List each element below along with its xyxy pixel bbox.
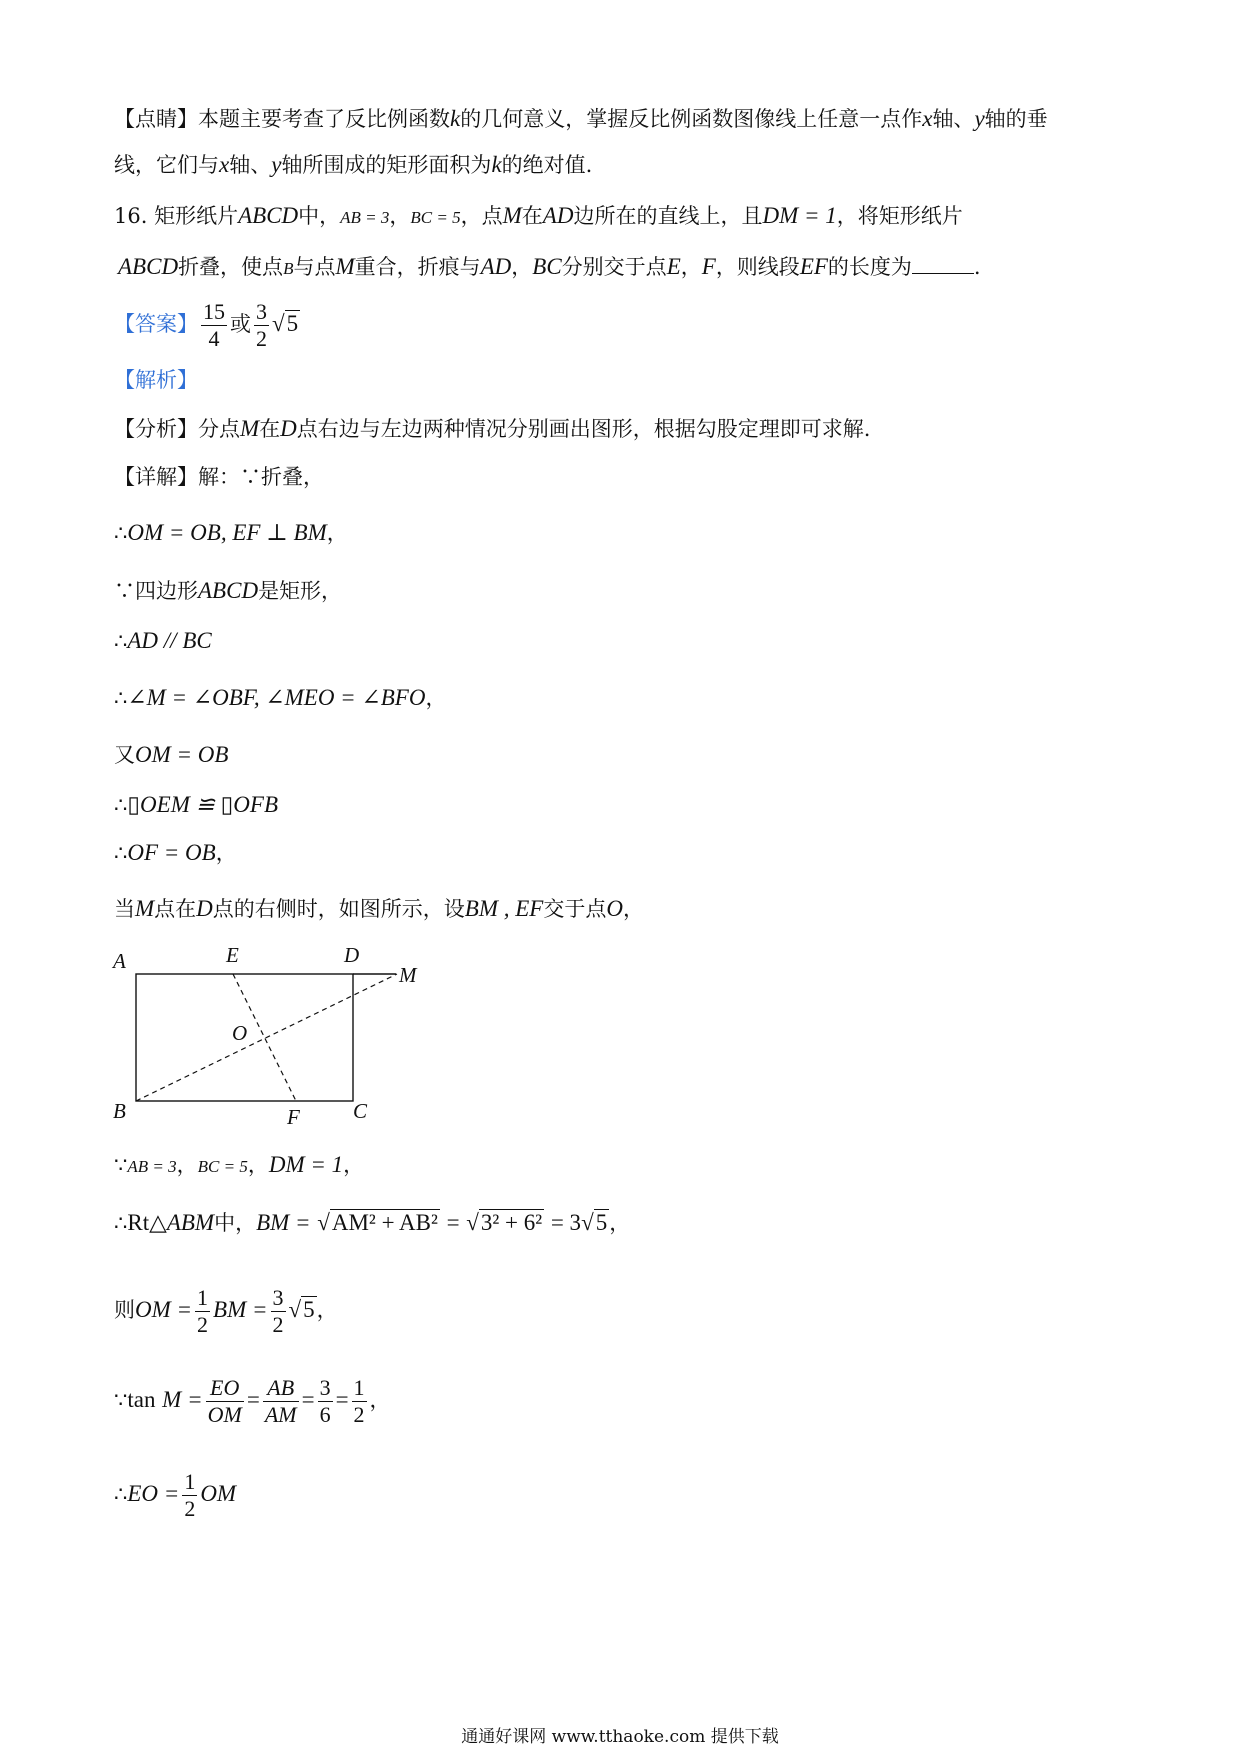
step-12: ∵tan M = $\frac{EO}{OM}$ = $\frac{AB}{AM}$ = $\frac{3}{6}$ = $\frac{1}{2}$ ， [114,1375,391,1427]
step-9: ∵AB = 3，BC = 5，DM = 1， [114,1152,365,1177]
fraction-one-half-c: $\frac{1}{2}$ [184,1469,196,1521]
fraction-one-half-b: $\frac{1}{2}$ [353,1375,365,1427]
dashed-line-bm [136,974,397,1101]
dianjing-line-2: 线，它们与x轴、y轴所围成的矩形面积为k的绝对值. [114,152,593,177]
answer-fraction-1: $\frac{15}{4}$ [203,299,225,351]
fraction-ab-am: $\frac{AB}{AM}$ [264,1375,297,1427]
step-8: 当M点在D点的右侧时，如图所示，设BM , EF交于点O， [114,896,644,921]
label-a: A [113,949,126,973]
step-6: ∴▯OEM ≌ ▯OFB [114,792,278,817]
fraction-one-half-a: $\frac{1}{2}$ [197,1285,209,1337]
question-line-2: ABCD折叠，使点B与点M重合，折痕与AD，BC分别交于点E，F，则线段EF的长度为 . [118,254,981,279]
fenxi-label: 【分析】 [114,417,198,441]
label-f: F [287,1105,300,1129]
step-13: ∴EO = $\frac{1}{2}$ OM [114,1469,237,1521]
label-d: D [344,943,360,967]
answer-sqrt: √5 [272,311,299,336]
answer-fraction-2: $\frac{3}{2}$ [256,299,267,351]
label-e: E [226,943,239,967]
label-c: C [353,1099,368,1123]
label-m: M [399,963,417,987]
step-7: ∴OF = OB， [114,840,237,865]
step-5: 又OM = OB [114,742,229,767]
question-line-1: 16. 矩形纸片ABCD中，AB = 3，BC = 5，点M在AD边所在的直线上，且DM = 1，将矩形纸片 [114,203,963,228]
detail-label: 【详解】 [114,465,198,489]
label-b: B [113,1099,126,1123]
detail-intro: 【详解】解：∵折叠， [114,465,324,489]
dianjing-label: 【点睛】 [114,107,198,131]
jiexi-label: 【解析】 [114,368,198,392]
answer-blank [912,253,974,274]
step-11: 则OM = $\frac{1}{2}$ BM = $\frac{3}{2}$ √5， [114,1280,338,1340]
answer-line: 【答案】 $\frac{15}{4}$ 或 $\frac{3}{2}$ √5 [114,296,300,352]
sqrt-5-b: √5 [288,1297,315,1322]
step-4: ∴∠M = ∠OBF, ∠MEO = ∠BFO， [114,685,447,710]
step-1: ∴OM = OB, EF ⊥ BM， [114,520,348,545]
sqrt-am-ab: √AM² + AB² [317,1210,438,1235]
geometry-figure [100,940,440,1140]
label-o: O [232,1021,248,1045]
fraction-three-halves: $\frac{3}{2}$ [272,1285,284,1337]
sqrt-5-a: √5 [581,1210,608,1235]
fraction-eo-om: $\frac{EO}{OM}$ [207,1375,242,1427]
answer-label: 【答案】 [114,312,198,336]
fenxi-line: 【分析】分点M在D点右边与左边两种情况分别画出图形，根据勾股定理即可求解. [114,416,871,441]
fraction-three-sixths: $\frac{3}{6}$ [319,1375,331,1427]
step-10: ∴Rt△ABM中，BM = √AM² + AB² = √3² + 6² = 3√5， [114,1208,630,1238]
dianjing-line-1: 【点睛】本题主要考查了反比例函数k的几何意义，掌握反比例函数图像线上任意一点作x轴、y轴的垂 [114,106,1048,131]
footer-credit: 通通好课网 www.tthaoke.com 提供下载 [461,1727,779,1747]
question-number: 16. [114,204,148,228]
step-3: ∴AD // BC [114,628,212,653]
step-2: ∵四边形ABCD是矩形， [114,578,343,603]
sqrt-3-6: √3² + 6² [466,1210,543,1235]
